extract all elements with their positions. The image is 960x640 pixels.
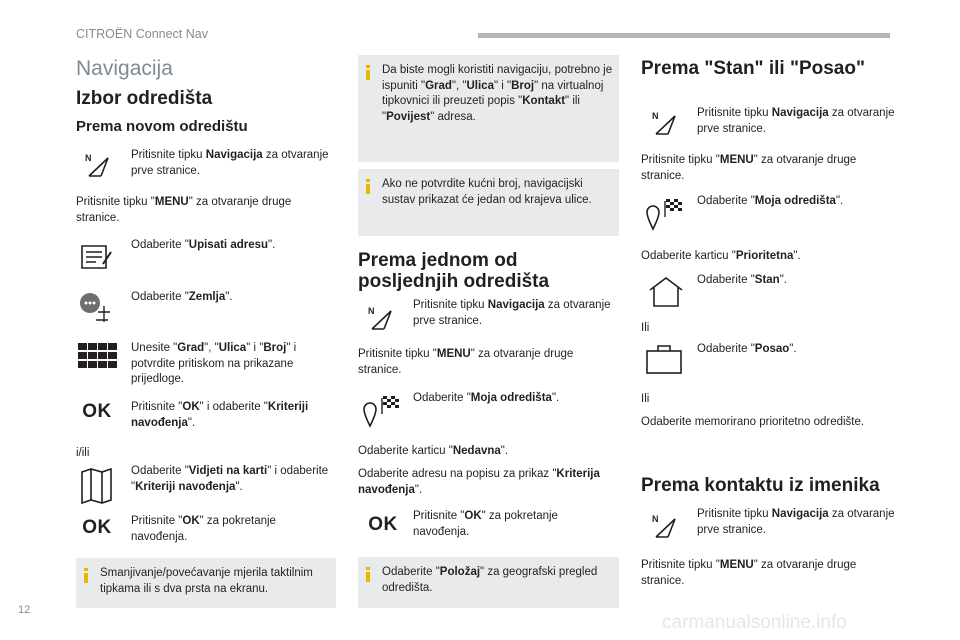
col2-step5: Pritisnite "OK" za pokretanje navođenja. (413, 510, 558, 538)
ok-icon-3: OK (368, 514, 398, 535)
col3-title2: Prema kontaktu iz imenika (641, 475, 880, 496)
manual-brand: CITROËN Connect Nav (76, 27, 208, 41)
page-number: 12 (18, 604, 31, 616)
info-icon (366, 567, 370, 582)
header-bar (478, 33, 890, 38)
col2-step2: Odaberite "Moja odredišta". (413, 392, 560, 404)
col2-note1 (358, 55, 619, 162)
col1-step3: Odaberite "Zemlja". (131, 291, 233, 303)
col1-note (76, 558, 336, 608)
col3-ili1: Ili (641, 322, 650, 334)
watermark: carmanualsonline.info (662, 612, 847, 633)
ok-icon-2: OK (82, 517, 112, 538)
keyboard-icon (78, 343, 118, 373)
map-country-icon (78, 290, 112, 324)
my-destinations-icon (645, 197, 685, 231)
col2-note2-text: Ako ne potvrdite kućni broj, navigacijski sustav prikazat će jedan od krajeva ulice. (382, 178, 592, 206)
col3-step-menu: Pritisnite tipku "MENU" za otvaranje druge stranice. (641, 154, 857, 182)
enter-address-icon (79, 242, 113, 272)
col1-note-text: Smanjivanje/povećavanje mjerila taktilnim tipkama ili s dva prsta na ekranu. (100, 567, 313, 595)
svg-text:N: N (652, 514, 659, 524)
col1-andor: i/ili (76, 447, 90, 459)
ok-icon: OK (82, 401, 112, 422)
col2-note3 (358, 557, 619, 608)
col1-subtitle: Prema novom odredištu (76, 118, 248, 135)
navigation-icon (650, 110, 678, 136)
my-destinations-icon (362, 394, 402, 428)
col3-step5: Odaberite "Posao". (697, 343, 797, 355)
navigation-icon (83, 152, 111, 178)
col3-step7: Pritisnite tipku Navigacija za otvaranje prve stranice. (697, 508, 895, 536)
col1-step6: Odaberite "Vidjeti na karti" i odaberite "Kriteriji navođenja". (131, 465, 329, 493)
col3-step4: Odaberite "Stan". (697, 274, 787, 286)
svg-text:N: N (85, 153, 92, 163)
svg-text:N: N (652, 111, 659, 121)
info-icon (366, 179, 370, 194)
work-icon (645, 343, 683, 375)
col2-note3-text: Odaberite "Položaj" za geografski pregled odredišta. (382, 566, 598, 594)
col2-note1-text: Da biste mogli koristiti navigaciju, potrebno je ispuniti "Grad", "Ulica" i "Broj" na virtualnoj tipkovnici ili preuzeti popis "Kontakt" ili "Povijest" adresa. (382, 64, 613, 123)
col1-step1: Pritisnite tipku Navigacija za otvaranje prve stranice. (131, 149, 329, 177)
col3-title1: Prema "Stan" ili "Posao" (641, 58, 865, 79)
navigation-icon (650, 513, 678, 539)
col3-step1: Pritisnite tipku Navigacija za otvaranje prve stranice. (697, 107, 895, 135)
col2-note2 (358, 169, 619, 236)
col1-step7: Pritisnite "OK" za pokretanje navođenja. (131, 515, 276, 543)
col3-step2: Odaberite "Moja odredišta". (697, 195, 844, 207)
col1-step5: Pritisnite "OK" i odaberite "Kriteriji navođenja". (131, 401, 309, 429)
col2-step3: Odaberite karticu "Nedavna". (358, 445, 509, 457)
info-icon (84, 568, 88, 583)
col3-step-menu2: Pritisnite tipku "MENU" za otvaranje druge stranice. (641, 559, 857, 587)
col1-step-menu: Pritisnite tipku "MENU" za otvaranje druge stranice. (76, 196, 292, 224)
col2-step-menu: Pritisnite tipku "MENU" za otvaranje druge stranice. (358, 348, 574, 376)
map-view-icon (80, 468, 114, 504)
col1-title: Izbor odredišta (76, 88, 213, 109)
home-icon (648, 276, 684, 308)
col2-step4: Odaberite adresu na popisu za prikaz "Kriterija navođenja". (358, 468, 600, 496)
col2-step1: Pritisnite tipku Navigacija za otvaranje prve stranice. (413, 299, 611, 327)
svg-text:N: N (368, 306, 375, 316)
navigation-icon (366, 305, 394, 331)
col1-step4: Unesite "Grad", "Ulica" i "Broj" i potvrdite pritiskom na prikazane prijedloge. (131, 342, 297, 385)
col1-step2: Odaberite "Upisati adresu". (131, 239, 276, 251)
col3-step3: Odaberite karticu "Prioritetna". (641, 250, 801, 262)
col2-title: Prema jednom od posljednjih odredišta (358, 250, 550, 292)
col3-step6: Odaberite memorirano prioritetno odredište. (641, 416, 865, 428)
col3-ili2: Ili (641, 393, 650, 405)
info-icon (366, 65, 370, 80)
section-title: Navigacija (76, 57, 173, 80)
